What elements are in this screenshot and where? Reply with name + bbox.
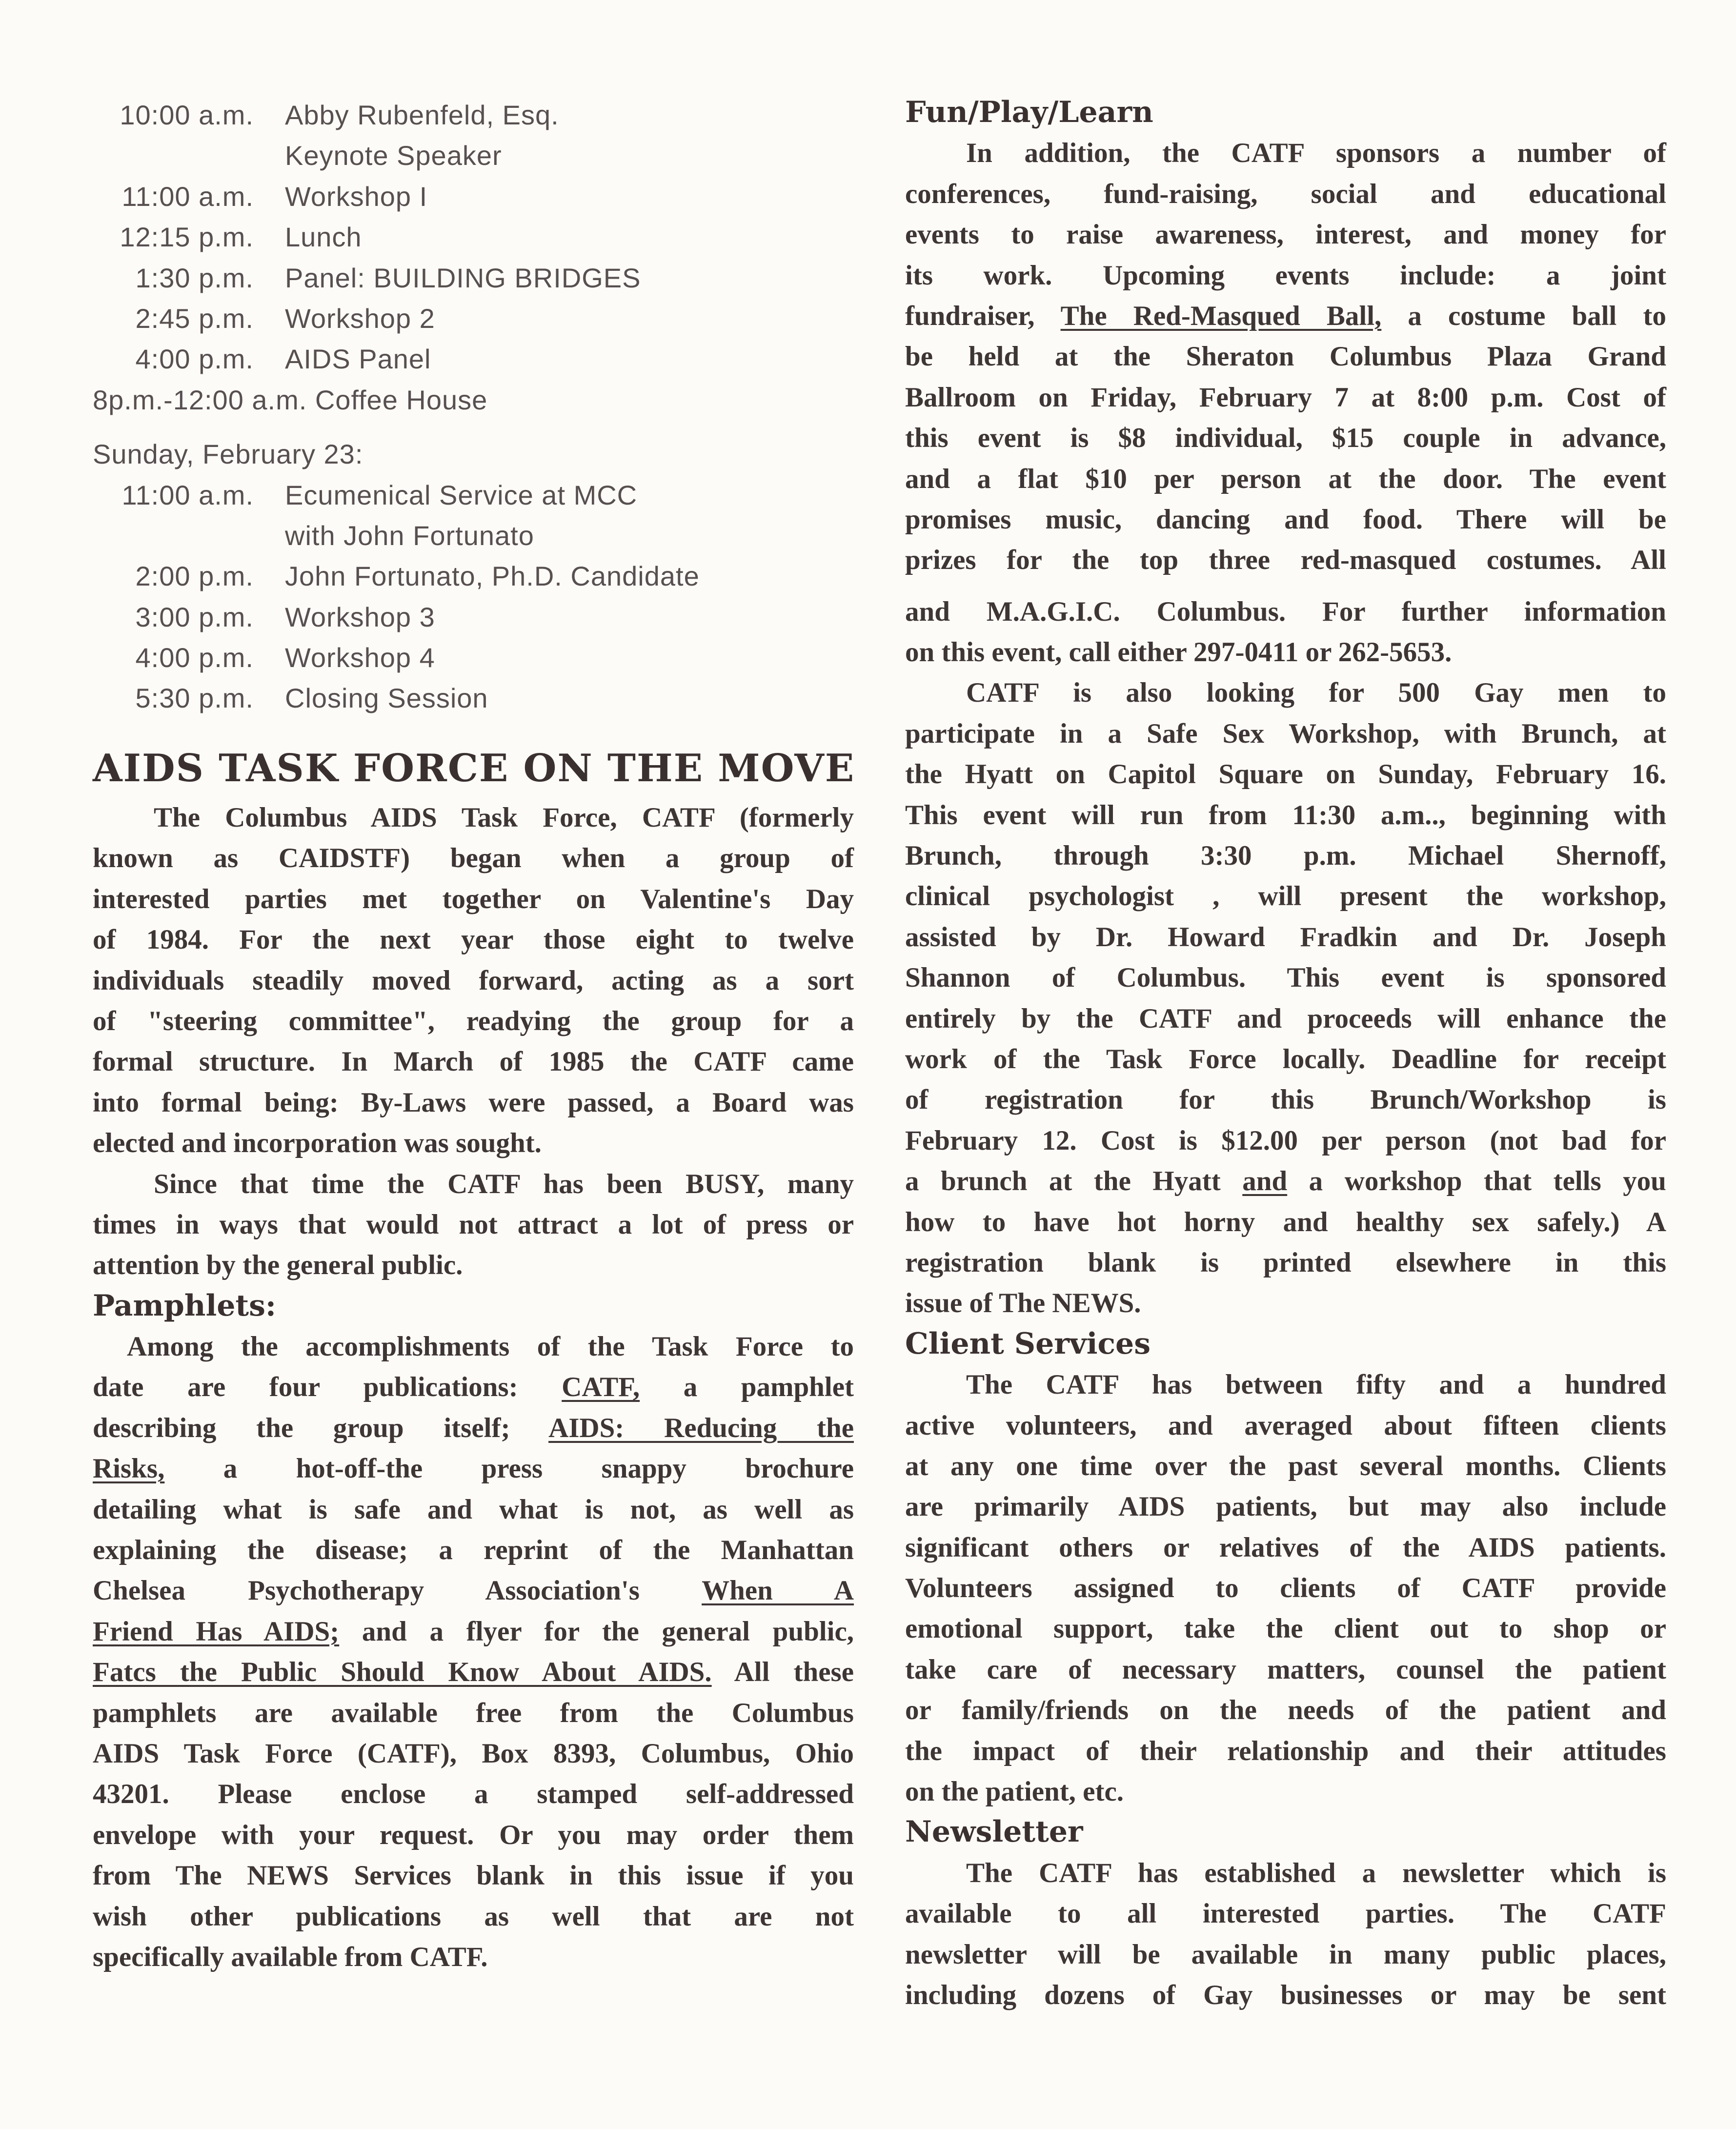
schedule-description: with John Fortunato bbox=[285, 520, 534, 551]
paragraph bbox=[905, 133, 1666, 580]
paragraph bbox=[905, 672, 1666, 1323]
schedule-time: 2:45 p.m. bbox=[135, 303, 254, 334]
underlined-title: AIDS: Reducing the bbox=[548, 1412, 854, 1443]
schedule-time: 4:00 p.m. bbox=[135, 642, 254, 673]
schedule-row bbox=[93, 298, 854, 339]
text-line: This event will run from 11:30 a.m.., beginning with bbox=[905, 799, 1666, 831]
schedule-time: 4:00 p.m. bbox=[135, 344, 254, 375]
text-line: on the patient, etc. bbox=[905, 1776, 1124, 1807]
text-line: date are four publications: CATF, a pamphlet bbox=[93, 1372, 854, 1403]
text-line: events to raise awareness, interest, and money for bbox=[905, 219, 1666, 250]
article-body-left bbox=[93, 797, 854, 1977]
schedule-day-heading: Sunday, February 23: bbox=[93, 439, 363, 470]
text-line: known as CAIDSTF) began when a group of bbox=[93, 843, 854, 874]
text-line: assisted by Dr. Howard Fradkin and Dr. Joseph bbox=[905, 921, 1666, 953]
schedule-time: 12:15 p.m. bbox=[120, 222, 254, 253]
schedule-description: Keynote Speaker bbox=[285, 140, 502, 171]
text-line: the Hyatt on Capitol Square on Sunday, February 16. bbox=[905, 759, 1666, 790]
text-line: February 12. Cost is $12.00 per person (not bad for bbox=[905, 1125, 1666, 1156]
conference-schedule bbox=[93, 95, 854, 719]
text-line: Chelsea Psychotherapy Association's When A bbox=[93, 1575, 854, 1606]
text-line: The CATF has established a newsletter which is bbox=[966, 1857, 1666, 1888]
text-line: Shannon of Columbus. This event is sponsored bbox=[905, 962, 1666, 994]
underlined-title: When A bbox=[702, 1575, 854, 1606]
text-line: explaining the disease; a reprint of the Manhattan bbox=[93, 1535, 854, 1566]
schedule-description: Workshop 2 bbox=[285, 303, 435, 334]
text-line: and M.A.G.I.C. Columbus. For further information bbox=[905, 596, 1666, 627]
text-line: pamphlets are available free from the Columbus bbox=[93, 1697, 854, 1728]
text-line: be held at the Sheraton Columbus Plaza Grand bbox=[905, 341, 1666, 372]
schedule-row bbox=[93, 515, 854, 556]
schedule-row bbox=[93, 380, 854, 420]
text-line: In addition, the CATF sponsors a number of bbox=[966, 138, 1666, 169]
text-line: individuals steadily moved forward, acting as a sort bbox=[93, 965, 854, 996]
text-line: Among the accomplishments of the Task Force to bbox=[127, 1331, 854, 1362]
schedule-description: AIDS Panel bbox=[285, 344, 431, 375]
text-line: the impact of their relationship and their attitudes bbox=[905, 1735, 1666, 1766]
schedule-description: Abby Rubenfeld, Esq. bbox=[285, 100, 559, 130]
text-line: Fatcs the Public Should Know About AIDS. All these bbox=[93, 1657, 854, 1688]
text-line: Friend Has AIDS; and a flyer for the general public, bbox=[93, 1616, 854, 1647]
schedule-time: 1:30 p.m. bbox=[135, 262, 254, 293]
schedule-row bbox=[93, 597, 854, 637]
schedule-row bbox=[93, 637, 854, 678]
text-line: The CATF has between fifty and a hundred bbox=[966, 1369, 1666, 1400]
schedule-time: 11:00 a.m. bbox=[121, 181, 254, 212]
text-line: The Columbus AIDS Task Force, CATF (formerly bbox=[154, 802, 854, 833]
text-line: of registration for this Brunch/Workshop is bbox=[905, 1084, 1666, 1115]
text-line: formal structure. In March of 1985 the CATF came bbox=[93, 1046, 854, 1077]
schedule-row bbox=[93, 475, 854, 515]
text-line: Risks, a hot-off-the press snappy brochure bbox=[93, 1453, 854, 1484]
text-line: fundraiser, The Red-Masqued Ball, a costume ball to bbox=[905, 300, 1666, 331]
text-line: from The NEWS Services blank in this issue if you bbox=[93, 1860, 854, 1891]
text-line: Ballroom on Friday, February 7 at 8:00 p.m. Cost of bbox=[905, 382, 1666, 413]
text-line: of "steering committee", readying the group for a bbox=[93, 1005, 854, 1036]
schedule-row bbox=[93, 217, 854, 257]
text-line: 43201. Please enclose a stamped self-addressed bbox=[93, 1779, 854, 1810]
schedule-description: Lunch bbox=[285, 222, 362, 253]
text-line: its work. Upcoming events include: a joint bbox=[905, 260, 1666, 291]
paragraph bbox=[905, 1853, 1666, 2016]
schedule-description: Workshop 3 bbox=[285, 601, 435, 632]
text-line: significant others or relatives of the AIDS patients. bbox=[905, 1532, 1666, 1563]
schedule-time: 2:00 p.m. bbox=[135, 561, 254, 592]
underlined-title: Fatcs the Public Should Know About AIDS. bbox=[93, 1657, 712, 1688]
text-line: Brunch, through 3:30 p.m. Michael Shernoff, bbox=[905, 840, 1666, 872]
text-line: including dozens of Gay businesses or may be sent bbox=[905, 1979, 1666, 2010]
text-line: work of the Task Force locally. Deadline for receipt bbox=[905, 1043, 1666, 1075]
text-line: Since that time the CATF has been BUSY, many bbox=[154, 1168, 854, 1199]
text-line: wish other publications as well that are not bbox=[93, 1901, 854, 1932]
schedule-row bbox=[93, 678, 854, 718]
schedule-row bbox=[93, 556, 854, 596]
schedule-time: 3:00 p.m. bbox=[135, 601, 254, 632]
text-line: attention by the general public. bbox=[93, 1250, 463, 1281]
article-body-right bbox=[905, 92, 1666, 2015]
text-line: or family/friends on the needs of the patient and bbox=[905, 1695, 1666, 1726]
section-heading: Pamphlets: bbox=[93, 1288, 277, 1323]
text-line: entirely by the CATF and proceeds will enhance the bbox=[905, 1003, 1666, 1034]
schedule-time: 5:30 p.m. bbox=[135, 683, 254, 714]
text-line: describing the group itself; AIDS: Reducing the bbox=[93, 1412, 854, 1443]
text-line: elected and incorporation was sought. bbox=[93, 1128, 542, 1159]
text-line: Volunteers assigned to clients of CATF provide bbox=[905, 1573, 1666, 1604]
text-line: envelope with your request. Or you may order them bbox=[93, 1819, 854, 1850]
text-line: take care of necessary matters, counsel the patient bbox=[905, 1654, 1666, 1685]
text-line: newsletter will be available in many public places, bbox=[905, 1939, 1666, 1970]
schedule-entry: 8p.m.-12:00 a.m. Coffee House bbox=[93, 384, 488, 415]
text-line: clinical psychologist , will present the workshop, bbox=[905, 881, 1666, 912]
schedule-row bbox=[93, 135, 854, 176]
text-line: promises music, dancing and food. There will be bbox=[905, 504, 1666, 535]
section-heading: Fun/Play/Learn bbox=[905, 95, 1153, 129]
text-line: how to have hot horny and healthy sex safely.) A bbox=[905, 1206, 1666, 1237]
article-title: AIDS TASK FORCE ON THE MOVE bbox=[93, 746, 855, 791]
text-line: at any one time over the past several months. Clients bbox=[905, 1450, 1666, 1481]
text-line: on this event, call either 297-0411 or 262-5653. bbox=[905, 637, 1452, 668]
schedule-description: John Fortunato, Ph.D. Candidate bbox=[285, 561, 700, 592]
text-line: registration blank is printed elsewhere in this bbox=[905, 1247, 1666, 1278]
text-line: interested parties met together on Valentine's Day bbox=[93, 883, 854, 914]
schedule-row bbox=[93, 95, 854, 135]
text-line: into formal being: By-Laws were passed, a Board was bbox=[93, 1087, 854, 1118]
schedule-description: Workshop 4 bbox=[285, 642, 435, 673]
section-heading: Client Services bbox=[905, 1326, 1151, 1361]
text-line: conferences, fund-raising, social and educational bbox=[905, 178, 1666, 209]
text-line: this event is $8 individual, $15 couple in advance, bbox=[905, 423, 1666, 454]
text-line: emotional support, take the client out to shop or bbox=[905, 1613, 1666, 1644]
text-line: are primarily AIDS patients, but may also include bbox=[905, 1491, 1666, 1522]
schedule-description: Workshop I bbox=[285, 181, 428, 212]
text-line: participate in a Safe Sex Workshop, with Brunch, at bbox=[905, 718, 1666, 749]
paragraph bbox=[93, 1326, 854, 1977]
text-line: of 1984. For the next year those eight to twelve bbox=[93, 924, 854, 955]
underlined-title: Risks, bbox=[93, 1453, 165, 1484]
text-line: available to all interested parties. The CATF bbox=[905, 1898, 1666, 1929]
schedule-time: 11:00 a.m. bbox=[121, 479, 254, 510]
schedule-description: Ecumenical Service at MCC bbox=[285, 479, 638, 510]
text-line: CATF is also looking for 500 Gay men to bbox=[966, 677, 1666, 709]
paragraph bbox=[93, 797, 854, 1164]
underlined-title: and bbox=[1242, 1166, 1288, 1197]
text-line: and a flat $10 per person at the door. The event bbox=[905, 463, 1666, 494]
schedule-row bbox=[93, 258, 854, 298]
section-heading: Newsletter bbox=[905, 1815, 1083, 1849]
text-line: AIDS Task Force (CATF), Box 8393, Columbus, Ohio bbox=[93, 1738, 854, 1769]
schedule-row bbox=[93, 176, 854, 217]
schedule-description: Panel: BUILDING BRIDGES bbox=[285, 262, 641, 293]
underlined-title: Friend Has AIDS; bbox=[93, 1616, 340, 1647]
text-line: active volunteers, and averaged about fifteen clients bbox=[905, 1410, 1666, 1441]
text-line: detailing what is safe and what is not, as well as bbox=[93, 1494, 854, 1525]
underlined-title: CATF, bbox=[562, 1372, 640, 1403]
text-line: times in ways that would not attract a lot of press or bbox=[93, 1209, 854, 1240]
text-line: issue of The NEWS. bbox=[905, 1288, 1141, 1319]
paragraph bbox=[905, 1364, 1666, 1812]
schedule-description: Closing Session bbox=[285, 683, 488, 714]
text-line: specifically available from CATF. bbox=[93, 1941, 488, 1972]
paragraph bbox=[93, 1164, 854, 1286]
underlined-title: The Red-Masqued Ball, bbox=[1060, 300, 1382, 331]
schedule-row bbox=[93, 339, 854, 379]
text-line: prizes for the top three red-masqued costumes. All bbox=[905, 545, 1666, 576]
schedule-time: 10:00 a.m. bbox=[120, 100, 254, 130]
text-line: a brunch at the Hyatt and a workshop that tells you bbox=[905, 1166, 1666, 1197]
paragraph bbox=[905, 591, 1666, 673]
